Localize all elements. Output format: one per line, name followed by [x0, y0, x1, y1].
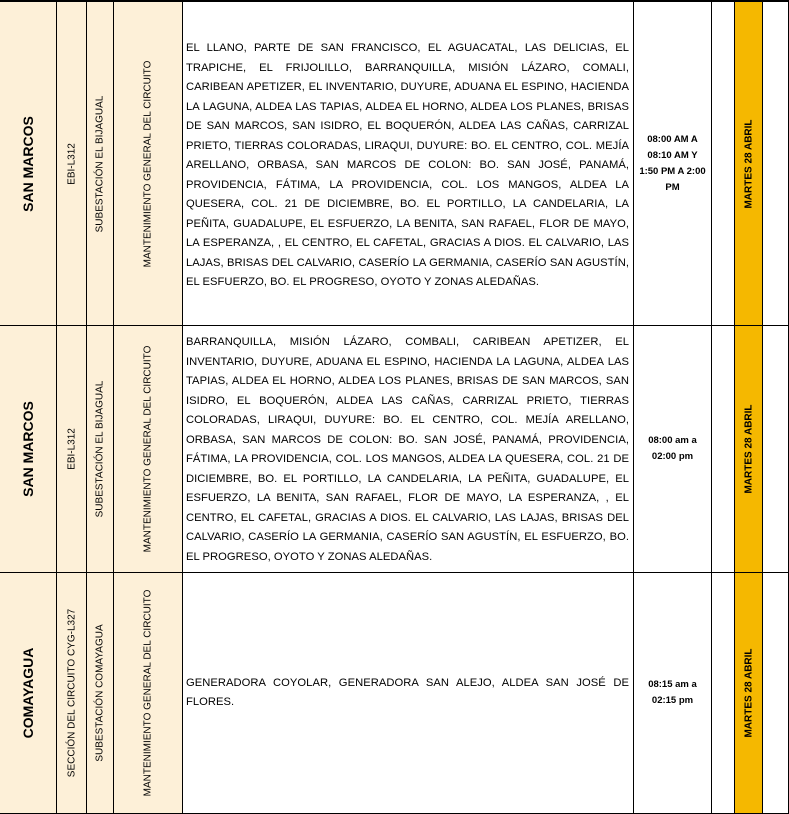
date-cell [735, 573, 763, 814]
substation-cell [87, 2, 114, 326]
affected-areas-cell [183, 573, 634, 814]
city-cell [0, 2, 57, 326]
city-cell [0, 326, 57, 573]
trailing-cell [763, 2, 789, 326]
city-label: COMAYAGUA [20, 647, 36, 739]
date-label: MARTES 28 ABRIL [743, 118, 754, 209]
substation-cell [87, 573, 114, 814]
date-cell [735, 326, 763, 573]
time-text: 08:15 am a 02:15 pm [648, 679, 697, 706]
affected-areas-text: EL LLANO, PARTE DE SAN FRANCISCO, EL AGUACATAL, LAS DELICIAS, EL TRAPICHE, EL FRIJOLILLO, BARRANQUILLA, MISIÓN LÁZARO, COMALI, CARIBEAN APETIZER, EL INVENTARIO, DUYURE, ADUANA EL ESPINO, HACIENDA LA LAGUNA, ALDEA LAS TAPIAS, ALDEA EL HORNO, ALDEA LOS PLANES, BRISAS DE SAN MARCOS, SAN ISIDRO, EL BOQUERÓN, ALDEA LAS CAÑAS, CARRIZAL PRIETO, TIERRAS COLORADAS, LIRAQUI, DUYURE: BO. EL CENTRO, COL. MEJÍA ARELLANO, ORBASA, SAN MARCOS DE COLON: BO. SAN JOSÉ, PANAMÁ, PROVIDENCIA, FÁTIMA, LA PROVIDENCIA, COL. LOS MANGOS, ALDEA LA QUESERA, COL. 21 DE DICIEMBRE, BO. EL PORTILLO, LA CANDELARIA, LA PEÑITA, GUADALUPE, EL ESFUERZO, LA BENITA, SAN RAFAEL, FLOR DE MAYO, LA ESPERANZA, , EL CENTRO, EL CAFETAL, GRACIAS A DIOS. EL CALVARIO, LAS LAJAS, BRISAS DEL CALVARIO, CASERÍO LA GERMANIA, CASERÍO SAN AGUSTÍN, EL ESFUERZO, BO. EL PROGRESO, OYOTO Y ZONAS ALEDAÑAS. [186, 42, 629, 288]
circuit-label: SECCIÓN DEL CIRCUITO CYG-L327 [66, 608, 77, 778]
substation-label: SUBESTACIÓN EL BIJAGUAL [94, 380, 106, 518]
affected-areas-text: GENERADORA COYOLAR, GENERADORA SAN ALEJO, ALDEA SAN JOSÉ DE FLORES. [186, 676, 629, 708]
work-cell [114, 326, 183, 573]
work-label: MANTENIMIENTO GENERAL DEL CIRCUITO [142, 345, 154, 553]
spacer-cell [712, 573, 735, 814]
date-label: MARTES 28 ABRIL [743, 648, 754, 738]
work-cell [114, 573, 183, 814]
time-text: 08:00 am a 02:00 pm [648, 435, 697, 462]
circuit-label: EBI-L312 [66, 142, 77, 185]
affected-areas-cell [183, 326, 634, 573]
circuit-label: EBI-L312 [66, 428, 77, 470]
table-row [0, 326, 789, 573]
trailing-cell [763, 326, 789, 573]
substation-label: SUBESTACIÓN EL BIJAGUAL [94, 95, 106, 232]
work-label: MANTENIMIENTO GENERAL DEL CIRCUITO [142, 589, 154, 797]
city-label: SAN MARCOS [20, 115, 36, 212]
date-cell [735, 2, 763, 326]
spacer-cell [712, 326, 735, 573]
city-cell [0, 573, 57, 814]
date-label: MARTES 28 ABRIL [743, 404, 754, 494]
substation-label: SUBESTACIÓN COMAYAGUA [94, 624, 106, 762]
affected-areas-text: BARRANQUILLA, MISIÓN LÁZARO, COMBALI, CARIBEAN APETIZER, EL INVENTARIO, DUYURE, ADUANA EL ESPINO, HACIENDA LA LAGUNA, ALDEA LAS TAPIAS, ALDEA EL HORNO, ALDEA LOS PLANES, BRISAS DE SAN MARCOS, SAN ISIDRO, EL BOQUERÓN, ALDEA LAS CAÑAS, CARRIZAL PRIETO, TIERRAS COLORADAS, LIRAQUI, DUYURE: BO. EL CENTRO, COL. MEJÍA ARELLANO, ORBASA, SAN MARCOS DE COLON: BO. SAN JOSÉ, PANAMÁ, PROVIDENCIA, FÁTIMA, LA PROVIDENCIA, COL. LOS MANGOS, ALDEA LA QUESERA, COL. 21 DE DICIEMBRE, BO. EL PORTILLO, LA CANDELARIA, LA PEÑITA, GUADALUPE, EL ESFUERZO, LA BENITA, SAN RAFAEL, FLOR DE MAYO, LA ESPERANZA, , EL CENTRO, EL CAFETAL, GRACIAS A DIOS. EL CALVARIO, LAS LAJAS, BRISAS DEL CALVARIO, CASERÍO LA GERMANIA, CASERÍO SAN AGUSTÍN, EL ESFUERZO, BO. EL PROGRESO, OYOTO Y ZONAS ALEDAÑAS. [186, 336, 629, 563]
table-row [0, 573, 789, 814]
time-cell [634, 573, 712, 814]
circuit-cell [57, 2, 87, 326]
time-cell [634, 2, 712, 326]
circuit-cell [57, 326, 87, 573]
time-text: 08:00 AM A 08:10 AM Y 1:50 PM A 2:00 PM [639, 133, 706, 193]
trailing-cell [763, 573, 789, 814]
spacer-cell [712, 2, 735, 326]
table-row [0, 2, 789, 326]
time-cell [634, 326, 712, 573]
circuit-cell [57, 573, 87, 814]
city-label: SAN MARCOS [20, 401, 36, 497]
work-label: MANTENIMIENTO GENERAL DEL CIRCUITO [142, 60, 154, 267]
substation-cell [87, 326, 114, 573]
affected-areas-cell [183, 2, 634, 326]
work-cell [114, 2, 183, 326]
